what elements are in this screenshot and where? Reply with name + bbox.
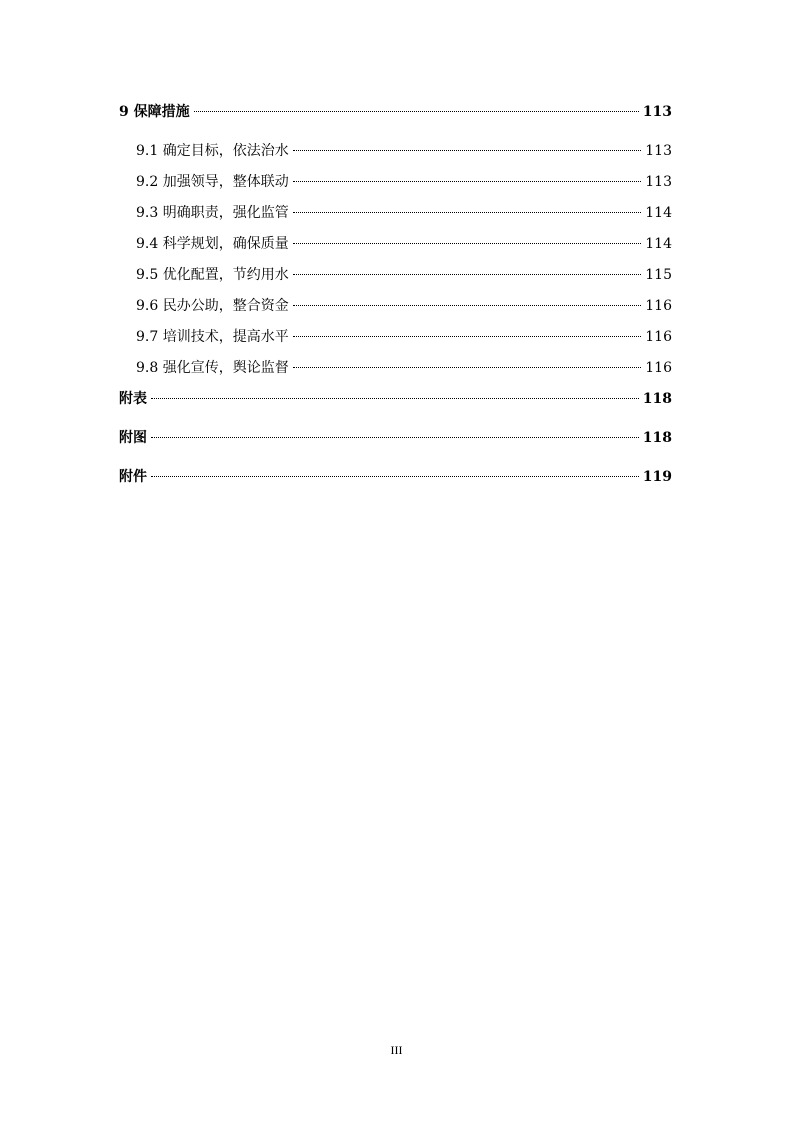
dot-leader [293,212,642,213]
toc-entry-label: 9.2 加强领导，整体联动 [136,170,291,194]
toc-entry-page: 115 [645,267,672,283]
toc-entry-chapter-9[interactable] [119,100,672,139]
toc-entry-9-8[interactable] [119,356,672,387]
toc-entry-label: 9.5 优化配置，节约用水 [136,263,291,287]
dot-leader [293,367,642,368]
toc-entry-label: 9.4 科学规划，确保质量 [136,232,291,256]
toc-entry-9-3[interactable] [119,201,672,232]
toc-entry-page: 114 [645,205,672,221]
toc-entry-9-6[interactable] [119,294,672,325]
toc-entry-appendix-figures[interactable] [119,426,672,465]
dot-leader [293,274,642,275]
dot-leader [293,181,642,182]
toc-entry-label: 附件 [119,465,149,489]
toc-entry-page: 116 [645,298,672,314]
toc-entry-label: 9 保障措施 [119,100,192,124]
toc-entry-label: 附表 [119,387,149,411]
page-number-footer: III [390,1043,403,1057]
toc-entry-page: 118 [642,391,672,407]
toc-entry-page: 113 [642,104,672,120]
toc-entry-appendix-tables[interactable] [119,387,672,426]
toc-entry-9-5[interactable] [119,263,672,294]
dot-leader [293,305,642,306]
dot-leader [151,398,639,399]
toc-entry-page: 119 [642,469,672,485]
dot-leader [151,476,639,477]
dot-leader [293,150,642,151]
toc-entry-attachments[interactable] [119,465,672,504]
toc-entry-9-4[interactable] [119,232,672,263]
toc-entry-9-2[interactable] [119,170,672,201]
toc-entry-page: 116 [645,360,672,376]
toc-entry-page: 114 [645,236,672,252]
toc-entry-label: 附图 [119,426,149,450]
toc-entry-label: 9.8 强化宣传，舆论监督 [136,356,291,380]
toc-entry-9-7[interactable] [119,325,672,356]
toc-entry-label: 9.3 明确职责，强化监管 [136,201,291,225]
dot-leader [151,437,639,438]
toc-entry-page: 113 [645,174,672,190]
toc-entry-9-1[interactable] [119,139,672,170]
toc-entry-page: 116 [645,329,672,345]
toc-entry-label: 9.6 民办公助，整合资金 [136,294,291,318]
dot-leader [293,336,642,337]
toc-entry-page: 113 [645,143,672,159]
table-of-contents [119,100,672,504]
dot-leader [293,243,642,244]
toc-entry-label: 9.1 确定目标，依法治水 [136,139,291,163]
toc-entry-page: 118 [642,430,672,446]
toc-entry-label: 9.7 培训技术，提高水平 [136,325,291,349]
dot-leader [194,111,639,112]
